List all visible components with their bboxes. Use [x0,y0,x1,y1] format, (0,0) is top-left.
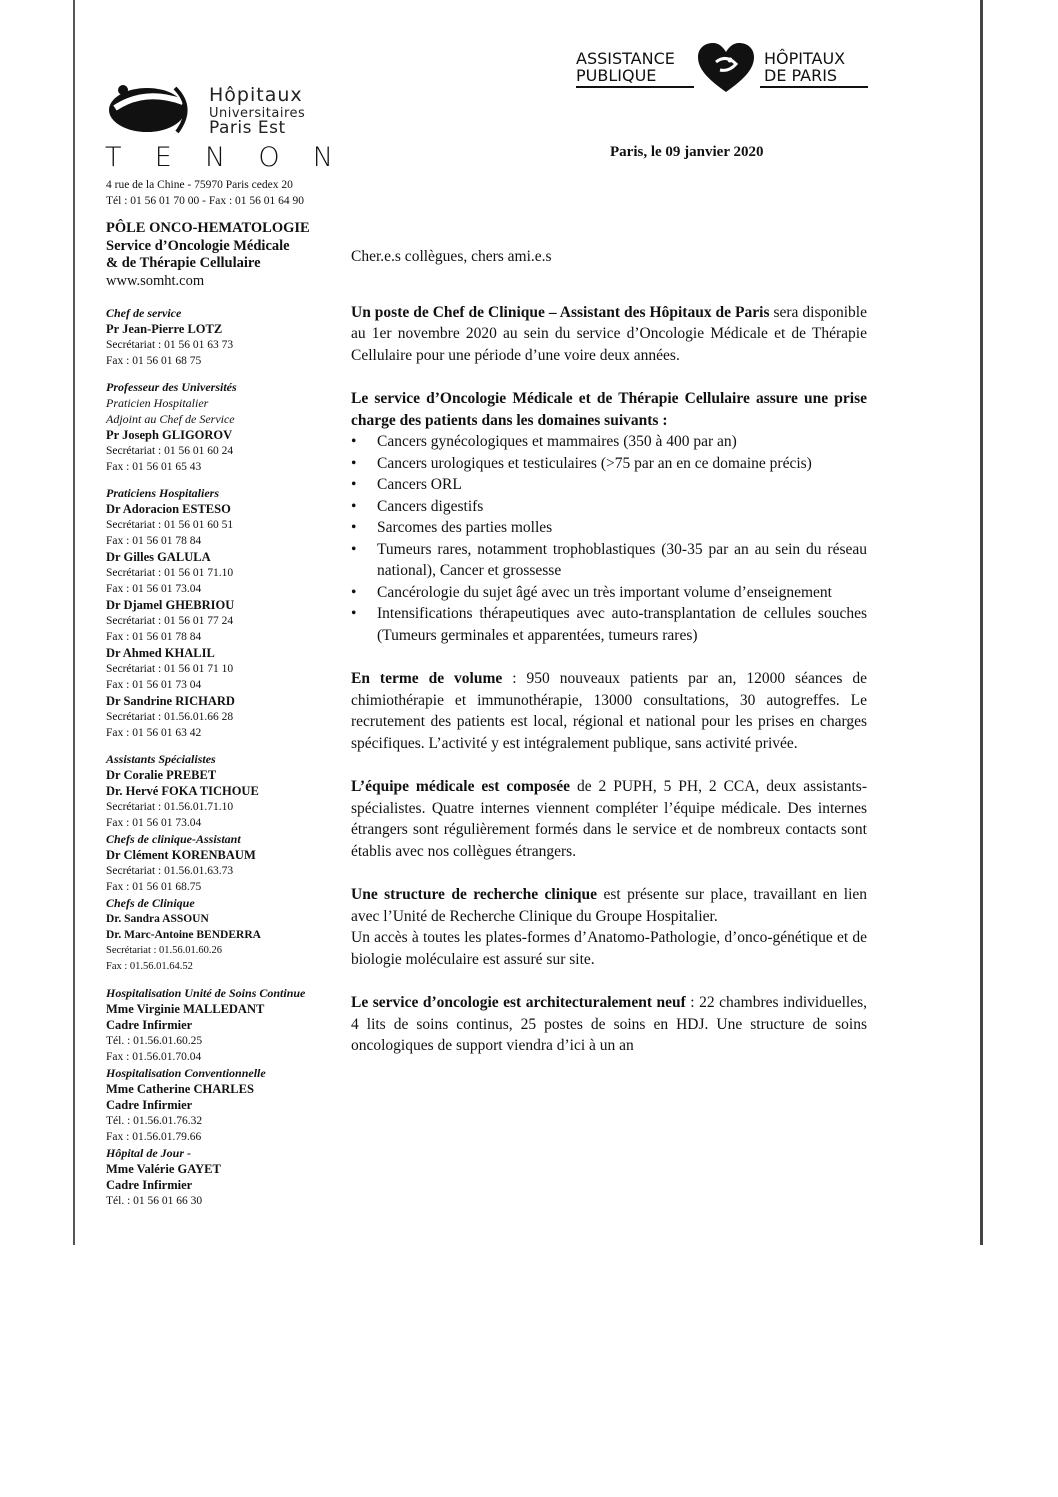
tenon-logo [105,80,345,180]
staff-fax: Fax : 01 56 01 73 04 [106,679,202,691]
staff-secretariat: Secrétariat : 01 56 01 60 24 [106,445,234,457]
aphp-left1: ASSISTANCE [576,49,675,68]
paragraph-volume [351,668,867,754]
paragraph-text: est présente sur place, travaillant en lien avec l’Unité de Recherche Clinique du Groupe Hospitalier. [351,886,868,925]
list-item: • Tumeurs rares, notamment trophoblastiques (30-35 par an au sein du réseau national), Cancer et grossesse [351,539,867,582]
aphp-logo [576,42,871,94]
staff-name: Dr. Marc-Antoine BENDERRA [106,929,261,941]
staff-name: Dr Djamel GHEBRIOU [106,598,235,612]
staff-role: Cadre Infirmier [106,1098,193,1112]
tenon-letter: N [204,142,228,173]
paragraph-team [351,776,867,862]
staff-group-cca [106,831,346,895]
staff-name: Mme Catherine CHARLES [106,1082,254,1096]
paragraph-lead: En terme de volume [351,670,503,687]
list-item: • Cancers digestifs [351,496,867,518]
list-item: • Cancers ORL [351,474,867,496]
paragraph-text: : 22 chambres individuelles, 4 lits de soins continus, 25 postes de soins en HDJ. Une structure de soins oncologiques de support viendra d’ici à un an [351,994,867,1054]
letter-date: Paris, le 09 janvier 2020 [610,144,764,160]
aphp-right2: DE PARIS [764,66,838,85]
domains-intro: Le service d’Oncologie Médicale et de Thérapie Cellulaire assure une prise charge des patients dans les domaines suivants : [351,390,867,429]
group-heading: Chefs de clinique-Assistant [106,832,241,846]
staff-fax: Fax : 01.56.01.79.66 [106,1131,202,1143]
staff-fax: Fax : 01 56 01 68.75 [106,881,202,893]
staff-name: Dr Clément KORENBAUM [106,848,256,862]
staff-group-usc [106,985,346,1065]
group-heading: Hôpital de Jour - [106,1146,192,1160]
tenon-wordmark [105,142,335,173]
staff-group-assistants [106,751,346,831]
service-line1: Service d’Oncologie Médicale [106,237,290,254]
group-heading: Praticiens Hospitaliers [106,486,220,500]
staff-secretariat: Secrétariat : 01 56 01 63 73 [106,339,234,351]
scan-edge-left [73,0,75,1245]
aphp-right1: HÔPITAUX [764,49,846,68]
group-heading: Chef de service [106,306,182,320]
staff-name: Dr Adoracion ESTESO [106,502,231,516]
paragraph-text: sera disponible au 1er novembre 2020 au sein du service d’Oncologie Médicale et de Thérapie Cellulaire pour une période d’une voire deux années. [351,303,867,364]
group-heading: Professeur des Universités [106,380,237,394]
aphp-right-text [764,50,845,84]
staff-phone: Tél. : 01 56 01 66 30 [106,1195,203,1207]
staff-secretariat: Secrétariat : 01.56.01.63.73 [106,865,234,877]
staff-role: Cadre Infirmier [106,1178,193,1192]
tenon-line2: Universitaires [209,106,306,121]
staff-group-chef [106,305,346,369]
staff-name: Dr. Sandra ASSOUN [106,913,209,925]
hospital-address [106,177,304,209]
staff-group-prof [106,379,346,475]
aphp-heart-icon [696,42,756,94]
aphp-left2: PUBLIQUE [576,66,657,85]
list-item: • Cancérologie du sujet âgé avec un très important volume d’enseignement [351,582,867,604]
letter-body [351,246,867,1079]
staff-secretariat: Secrétariat : 01.56.01.60.26 [106,945,223,956]
staff-fax: Fax : 01.56.01.64.52 [106,961,193,972]
staff-fax: Fax : 01 56 01 65 43 [106,461,202,473]
staff-name: Mme Valérie GAYET [106,1162,221,1176]
aphp-rule-left [576,86,694,88]
tenon-swirl-icon [105,80,195,140]
salutation: Cher.e.s collègues, chers ami.e.s [351,248,552,265]
service-line2: & de Thérapie Cellulaire [106,255,261,271]
list-item: • Sarcomes des parties molles [351,517,867,539]
aphp-left-text [576,50,675,84]
tenon-letter: O [258,142,282,173]
scan-edge-right [980,0,983,1245]
staff-name: Dr Coralie PREBET [106,768,217,782]
staff-group-hdj [106,1145,346,1209]
staff-title: Adjoint au Chef de Service [106,412,235,426]
staff-fax: Fax : 01 56 01 73.04 [106,583,202,595]
pole-title: PÔLE ONCO-HEMATOLOGIE [106,220,310,236]
tenon-letter: T [105,142,124,173]
tenon-logo-text [209,86,305,137]
staff-group-ph [106,485,346,741]
paragraph-lead: Un poste de Chef de Clinique – Assistant des Hôpitaux de Paris [351,303,770,321]
staff-secretariat: Secrétariat : 01 56 01 77 24 [106,615,234,627]
paragraph-facilities [351,992,867,1057]
paragraph-lead: Une structure de recherche clinique [351,886,598,903]
staff-secretariat: Secrétariat : 01.56.01.71.10 [106,801,234,813]
paragraph-post [351,302,867,367]
address-line: 4 rue de la Chine - 75970 Paris cedex 20 [106,179,293,191]
group-heading: Assistants Spécialistes [106,752,216,766]
list-item: • Intensifications thérapeutiques avec auto-transplantation de cellules souches (Tumeurs germinales et apparentées, tumeurs rares) [351,603,867,646]
staff-fax: Fax : 01 56 01 78 84 [106,535,202,547]
group-heading: Hospitalisation Conventionnelle [106,1066,266,1080]
group-heading: Chefs de Clinique [106,896,195,910]
phone-line: Tél : 01 56 01 70 00 - Fax : 01 56 01 64 90 [106,195,305,207]
staff-secretariat: Secrétariat : 01 56 01 71.10 [106,567,234,579]
domains-list [351,431,867,646]
staff-group-conv [106,1065,346,1145]
staff-name: Dr Ahmed KHALIL [106,646,215,660]
staff-name: Dr. Hervé FOKA TICHOUE [106,784,259,798]
list-item: • Cancers urologiques et testiculaires (>75 par an en ce domaine précis) [351,453,867,475]
service-website: www.somht.com [106,272,205,289]
list-item: • Cancers gynécologiques et mammaires (350 à 400 par an) [351,431,867,453]
pole-block [106,220,310,290]
staff-secretariat: Secrétariat : 01.56.01.66 28 [106,711,234,723]
aphp-rule-right [760,86,868,88]
tenon-line1: Hôpitaux [209,84,303,106]
staff-fax: Fax : 01 56 01 63 42 [106,727,202,739]
staff-secretariat: Secrétariat : 01 56 01 71 10 [106,663,234,675]
staff-fax: Fax : 01 56 01 68 75 [106,355,202,367]
paragraph-lead: L’équipe médicale est composée [351,778,571,795]
paragraph-lead: Le service d’oncologie est architecturalement neuf [351,994,686,1011]
staff-name: Pr Jean-Pierre LOTZ [106,322,223,336]
tenon-letter: N [312,142,335,173]
staff-sidebar [106,305,346,1209]
group-heading: Hospitalisation Unité de Soins Continue [106,986,306,1000]
staff-phone: Tél. : 01.56.01.60.25 [106,1035,203,1047]
staff-name: Dr Sandrine RICHARD [106,694,235,708]
staff-name: Dr Gilles GALULA [106,550,211,564]
staff-fax: Fax : 01 56 01 78 84 [106,631,202,643]
staff-fax: Fax : 01 56 01 73.04 [106,817,202,829]
paragraph-text: de 2 PUPH, 5 PH, 2 CCA, deux assistants-spécialistes. Quatre internes viennent compléter l’équipe médicale. Des internes étrangers sont régulièrement formés dans le service et de nombreux contacts sont établis avec nos collègues étrangers. [351,778,867,860]
staff-role: Cadre Infirmier [106,1018,193,1032]
staff-secretariat: Secrétariat : 01 56 01 60 51 [106,519,234,531]
staff-title: Praticien Hospitalier [106,396,209,410]
staff-name: Mme Virginie MALLEDANT [106,1002,265,1016]
tenon-letter: E [154,142,174,173]
domains-section [351,388,867,646]
staff-name: Pr Joseph GLIGOROV [106,428,233,442]
tenon-line3: Paris Est [209,118,286,138]
paragraph-text: Un accès à toutes les plates-formes d’Anatomo-Pathologie, d’onco-génétique et de biologie moléculaire est assuré sur site. [351,929,867,968]
paragraph-text: : 950 nouveaux patients par an, 12000 séances de chimiothérapie et immunothérapie, 13000 consultations, 30 autogreffes. Le recrutement des patients est local, régional et national pour les prises en charges spécifiques. L’activité y est intégralement publique, sans activité privée. [351,670,867,752]
staff-fax: Fax : 01.56.01.70.04 [106,1051,202,1063]
staff-group-cdc [106,895,346,975]
paragraph-research [351,884,867,970]
staff-phone: Tél. : 01.56.01.76.32 [106,1115,203,1127]
